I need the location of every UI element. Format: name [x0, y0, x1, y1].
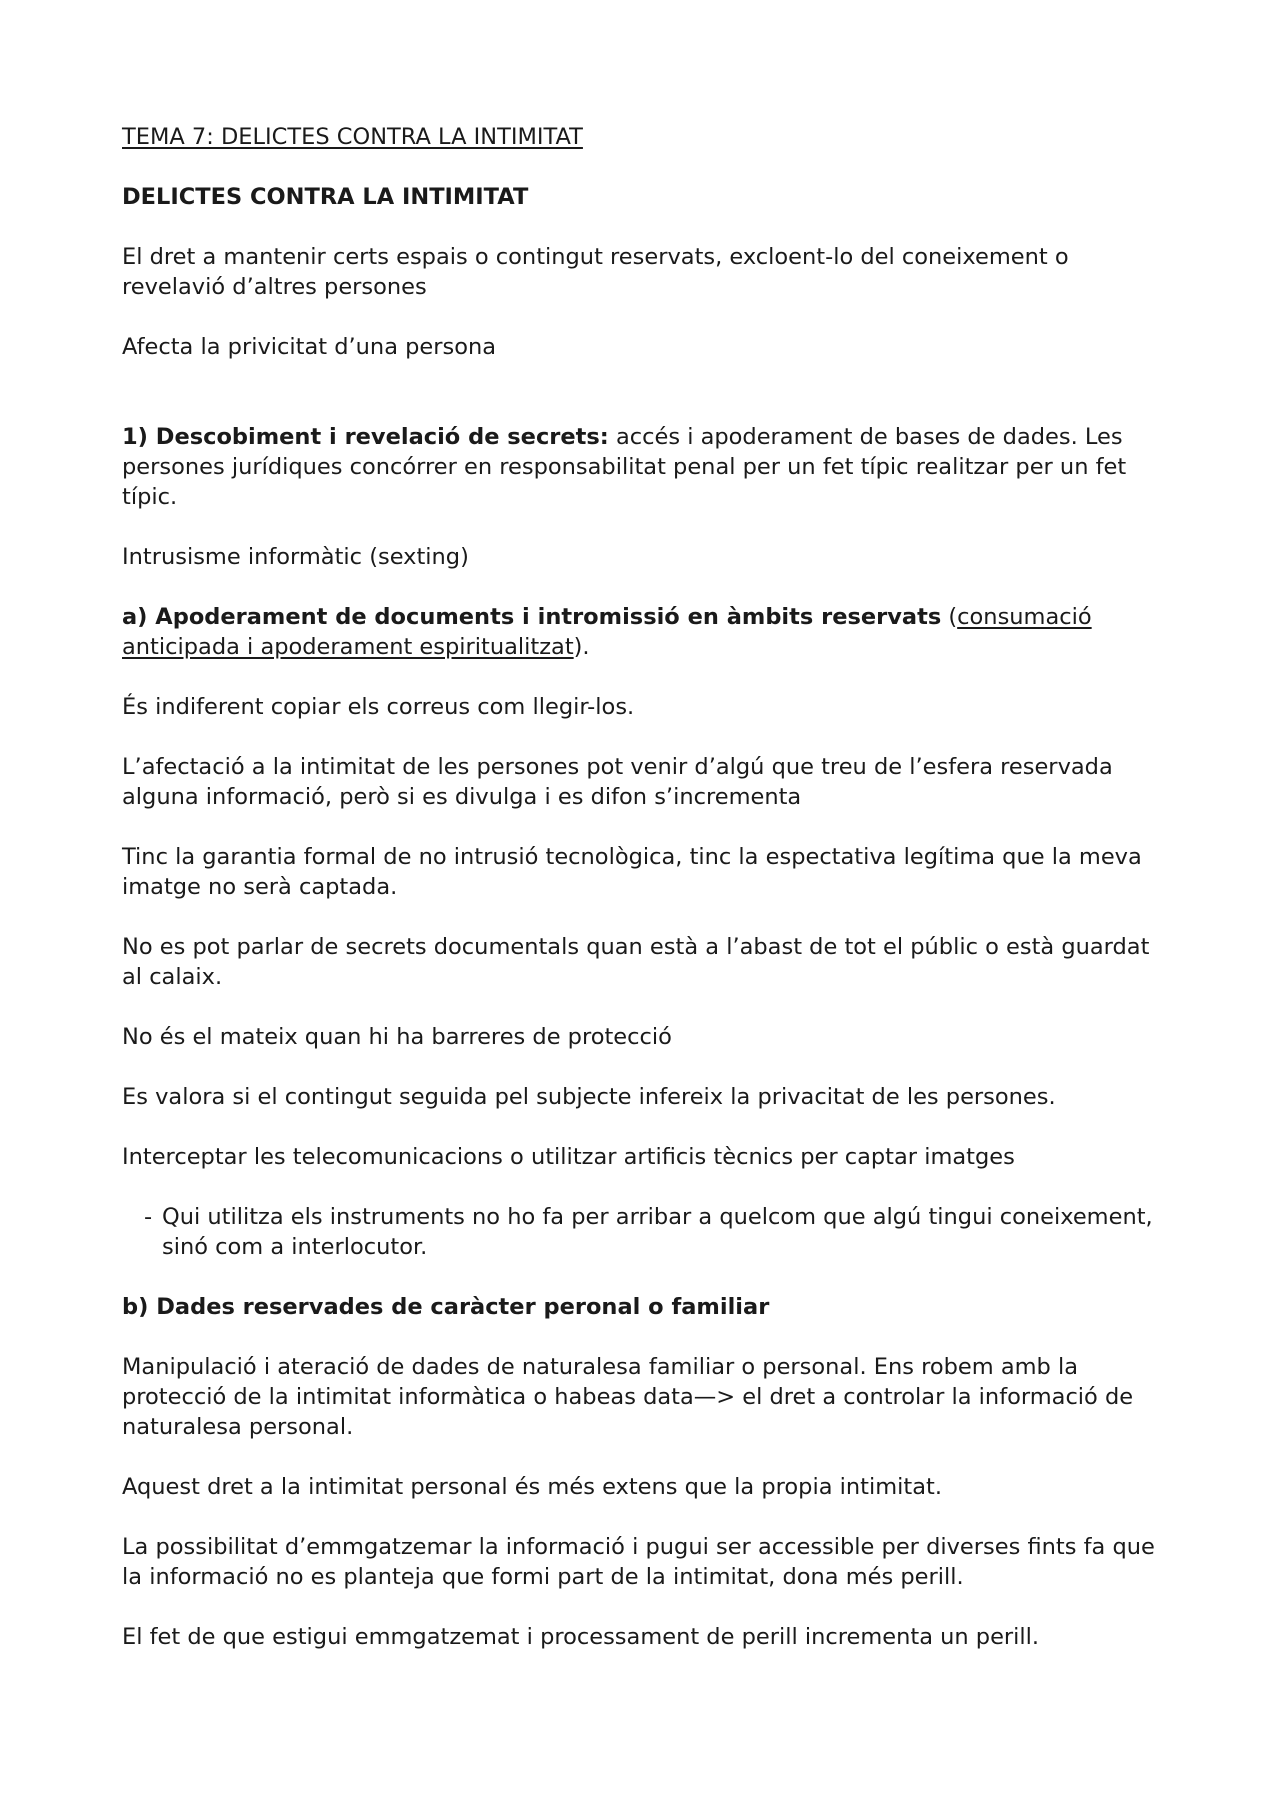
paragraph-privacy: Afecta la privicitat d’una persona: [122, 334, 497, 360]
list-item-text: Qui utilitza els instruments no ho fa per arribar a quelcom que algú tingui coneixement, sinó com a interlocutor.: [162, 1204, 1153, 1260]
paragraph-intercept: Interceptar les telecomunicacions o utilitzar artificis tècnics per captar imatges: [122, 1144, 1015, 1170]
subsection-a-close: ).: [573, 634, 590, 660]
paragraph-manipulation: Manipulació i ateració de dades de naturalesa familiar o personal. Ens robem amb la protecció de la intimitat informàtica o habeas data—> el dret a controlar la informació de naturalesa personal.: [122, 1354, 1134, 1440]
subsection-a: [122, 602, 1172, 662]
paragraph-documental-secrets: No es pot parlar de secrets documentals quan està a l’abast de tot el públic o està guardat al calaix.: [122, 934, 1150, 990]
list-item: [122, 1202, 1172, 1262]
paragraph-intrusion: Intrusisme informàtic (sexting): [122, 544, 469, 570]
document-title: TEMA 7: DELICTES CONTRA LA INTIMITAT: [122, 124, 583, 150]
section-heading: DELICTES CONTRA LA INTIMITAT: [122, 184, 529, 210]
secrets-text: accés i apoderament de bases de dades. Les persones jurídiques concórrer en responsabilitat penal per un fet típic realitzar per un fet típic.: [122, 424, 1127, 510]
paragraph-secrets: [122, 422, 1172, 512]
paragraph-guarantee: Tinc la garantia formal de no intrusió tecnològica, tinc la espectativa legítima que la meva imatge no serà captada.: [122, 844, 1142, 900]
subsection-a-underlined: consumació anticipada i apoderament espiritualitzat: [122, 604, 1092, 660]
paragraph-emails: És indiferent copiar els correus com llegir-los.: [122, 694, 635, 720]
paragraph-danger: El fet de que estigui emmgatzemat i processament de perill incrementa un perill.: [122, 1624, 1040, 1650]
list-dash: -: [144, 1204, 153, 1230]
paragraph-definition: El dret a mantenir certs espais o contingut reservats, excloent-lo del coneixement o revelavió d’altres persones: [122, 244, 1069, 300]
subsection-b-heading: b) Dades reservades de caràcter peronal o familiar: [122, 1294, 770, 1320]
subsection-a-label: a) Apoderament de documents i intromissió en àmbits reservats: [122, 604, 942, 630]
paragraph-evaluation: Es valora si el contingut seguida pel subjecte infereix la privacitat de les persones.: [122, 1084, 1056, 1110]
subsection-a-open: (: [941, 604, 958, 630]
document-page: [122, 122, 1172, 1652]
paragraph-extent: Aquest dret a la intimitat personal és més extens que la propia intimitat.: [122, 1474, 942, 1500]
paragraph-barriers: No és el mateix quan hi ha barreres de protecció: [122, 1024, 672, 1050]
paragraph-storage: La possibilitat d’emmgatzemar la informació i pugui ser accessible per diverses fints fa que la informació no es planteja que formi part de la intimitat, dona més perill.: [122, 1534, 1155, 1590]
paragraph-affectation: L’afectació a la intimitat de les persones pot venir d’algú que treu de l’esfera reservada alguna informació, però si es divulga i es difon s’incrementa: [122, 754, 1113, 810]
secrets-label: 1) Descobiment i revelació de secrets:: [122, 424, 609, 450]
